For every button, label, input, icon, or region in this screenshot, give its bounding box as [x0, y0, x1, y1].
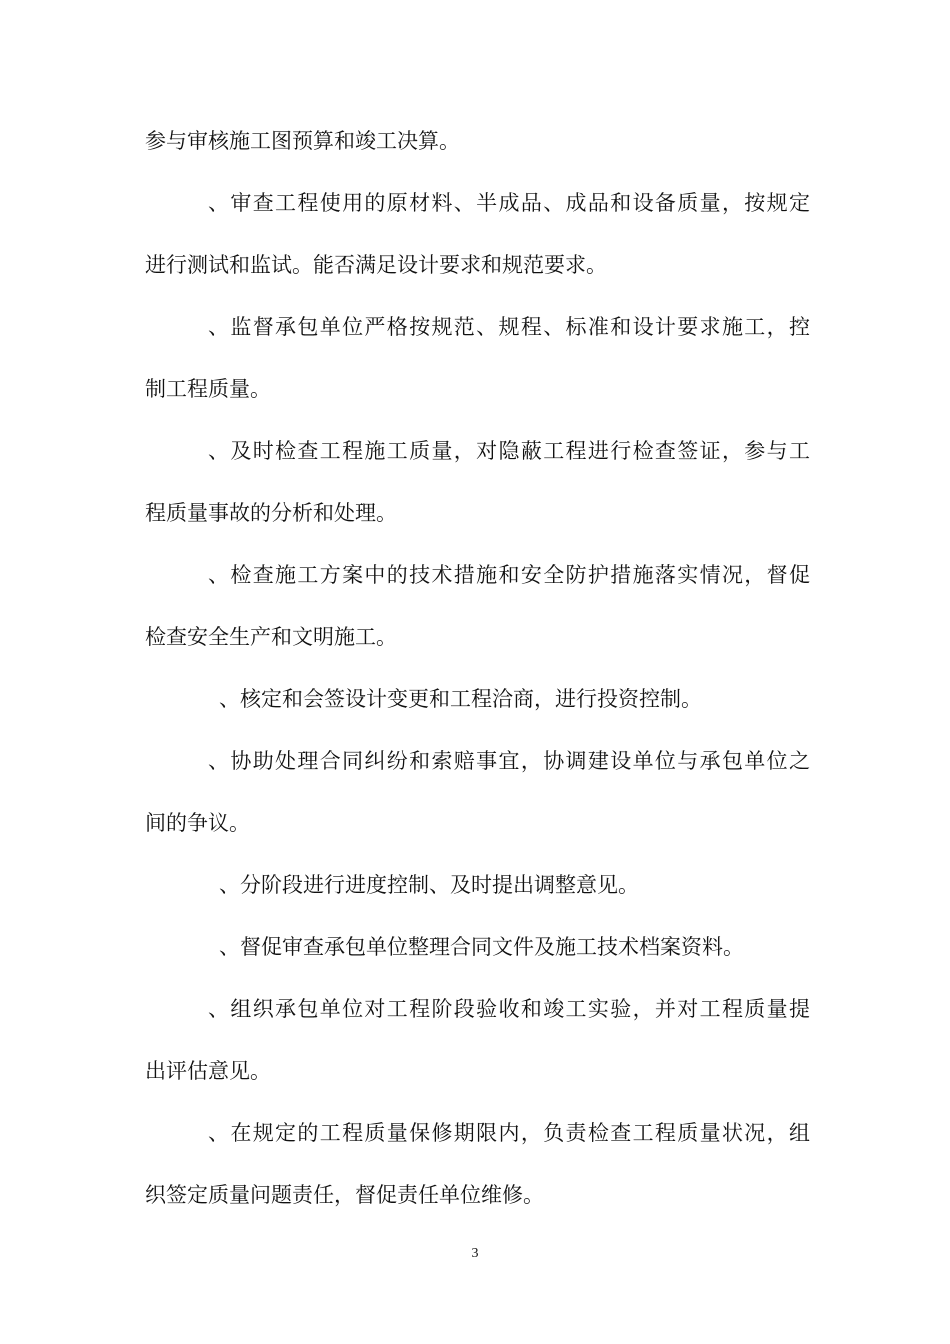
text-line: 参与审核施工图预算和竣工决算。: [145, 129, 460, 153]
text-line: 、及时检查工程施工质量，对隐蔽工程进行检查签证，参与工: [208, 439, 810, 463]
page-number: 3: [471, 1246, 479, 1261]
text-line: 程质量事故的分析和处理。: [145, 501, 397, 525]
text-line: 、协助处理合同纠纷和索赔事宜，协调建设单位与承包单位之: [208, 749, 810, 773]
text-line: 间的争议。: [145, 811, 250, 835]
text-line: 检查安全生产和文明施工。: [145, 625, 397, 649]
text-line: 、核定和会签设计变更和工程洽商，进行投资控制。: [219, 687, 702, 711]
text-line: 出评估意见。: [145, 1059, 271, 1083]
body-text: [145, 110, 810, 1226]
text-line: 、监督承包单位严格按规范、规程、标准和设计要求施工，控: [208, 315, 810, 339]
text-line: 进行测试和监试。能否满足设计要求和规范要求。: [145, 253, 607, 277]
text-line: 、检查施工方案中的技术措施和安全防护措施落实情况，督促: [208, 563, 810, 587]
text-line: 制工程质量。: [145, 377, 271, 401]
text-line: 织签定质量问题责任，督促责任单位维修。: [145, 1183, 544, 1207]
text-line: 、组织承包单位对工程阶段验收和竣工实验，并对工程质量提: [208, 997, 810, 1021]
text-line: 、审查工程使用的原材料、半成品、成品和设备质量，按规定: [208, 191, 810, 215]
text-line: 、在规定的工程质量保修期限内，负责检查工程质量状况，组: [208, 1121, 810, 1145]
text-line: 、分阶段进行进度控制、及时提出调整意见。: [219, 873, 639, 897]
text-line: 、督促审查承包单位整理合同文件及施工技术档案资料。: [219, 935, 744, 959]
